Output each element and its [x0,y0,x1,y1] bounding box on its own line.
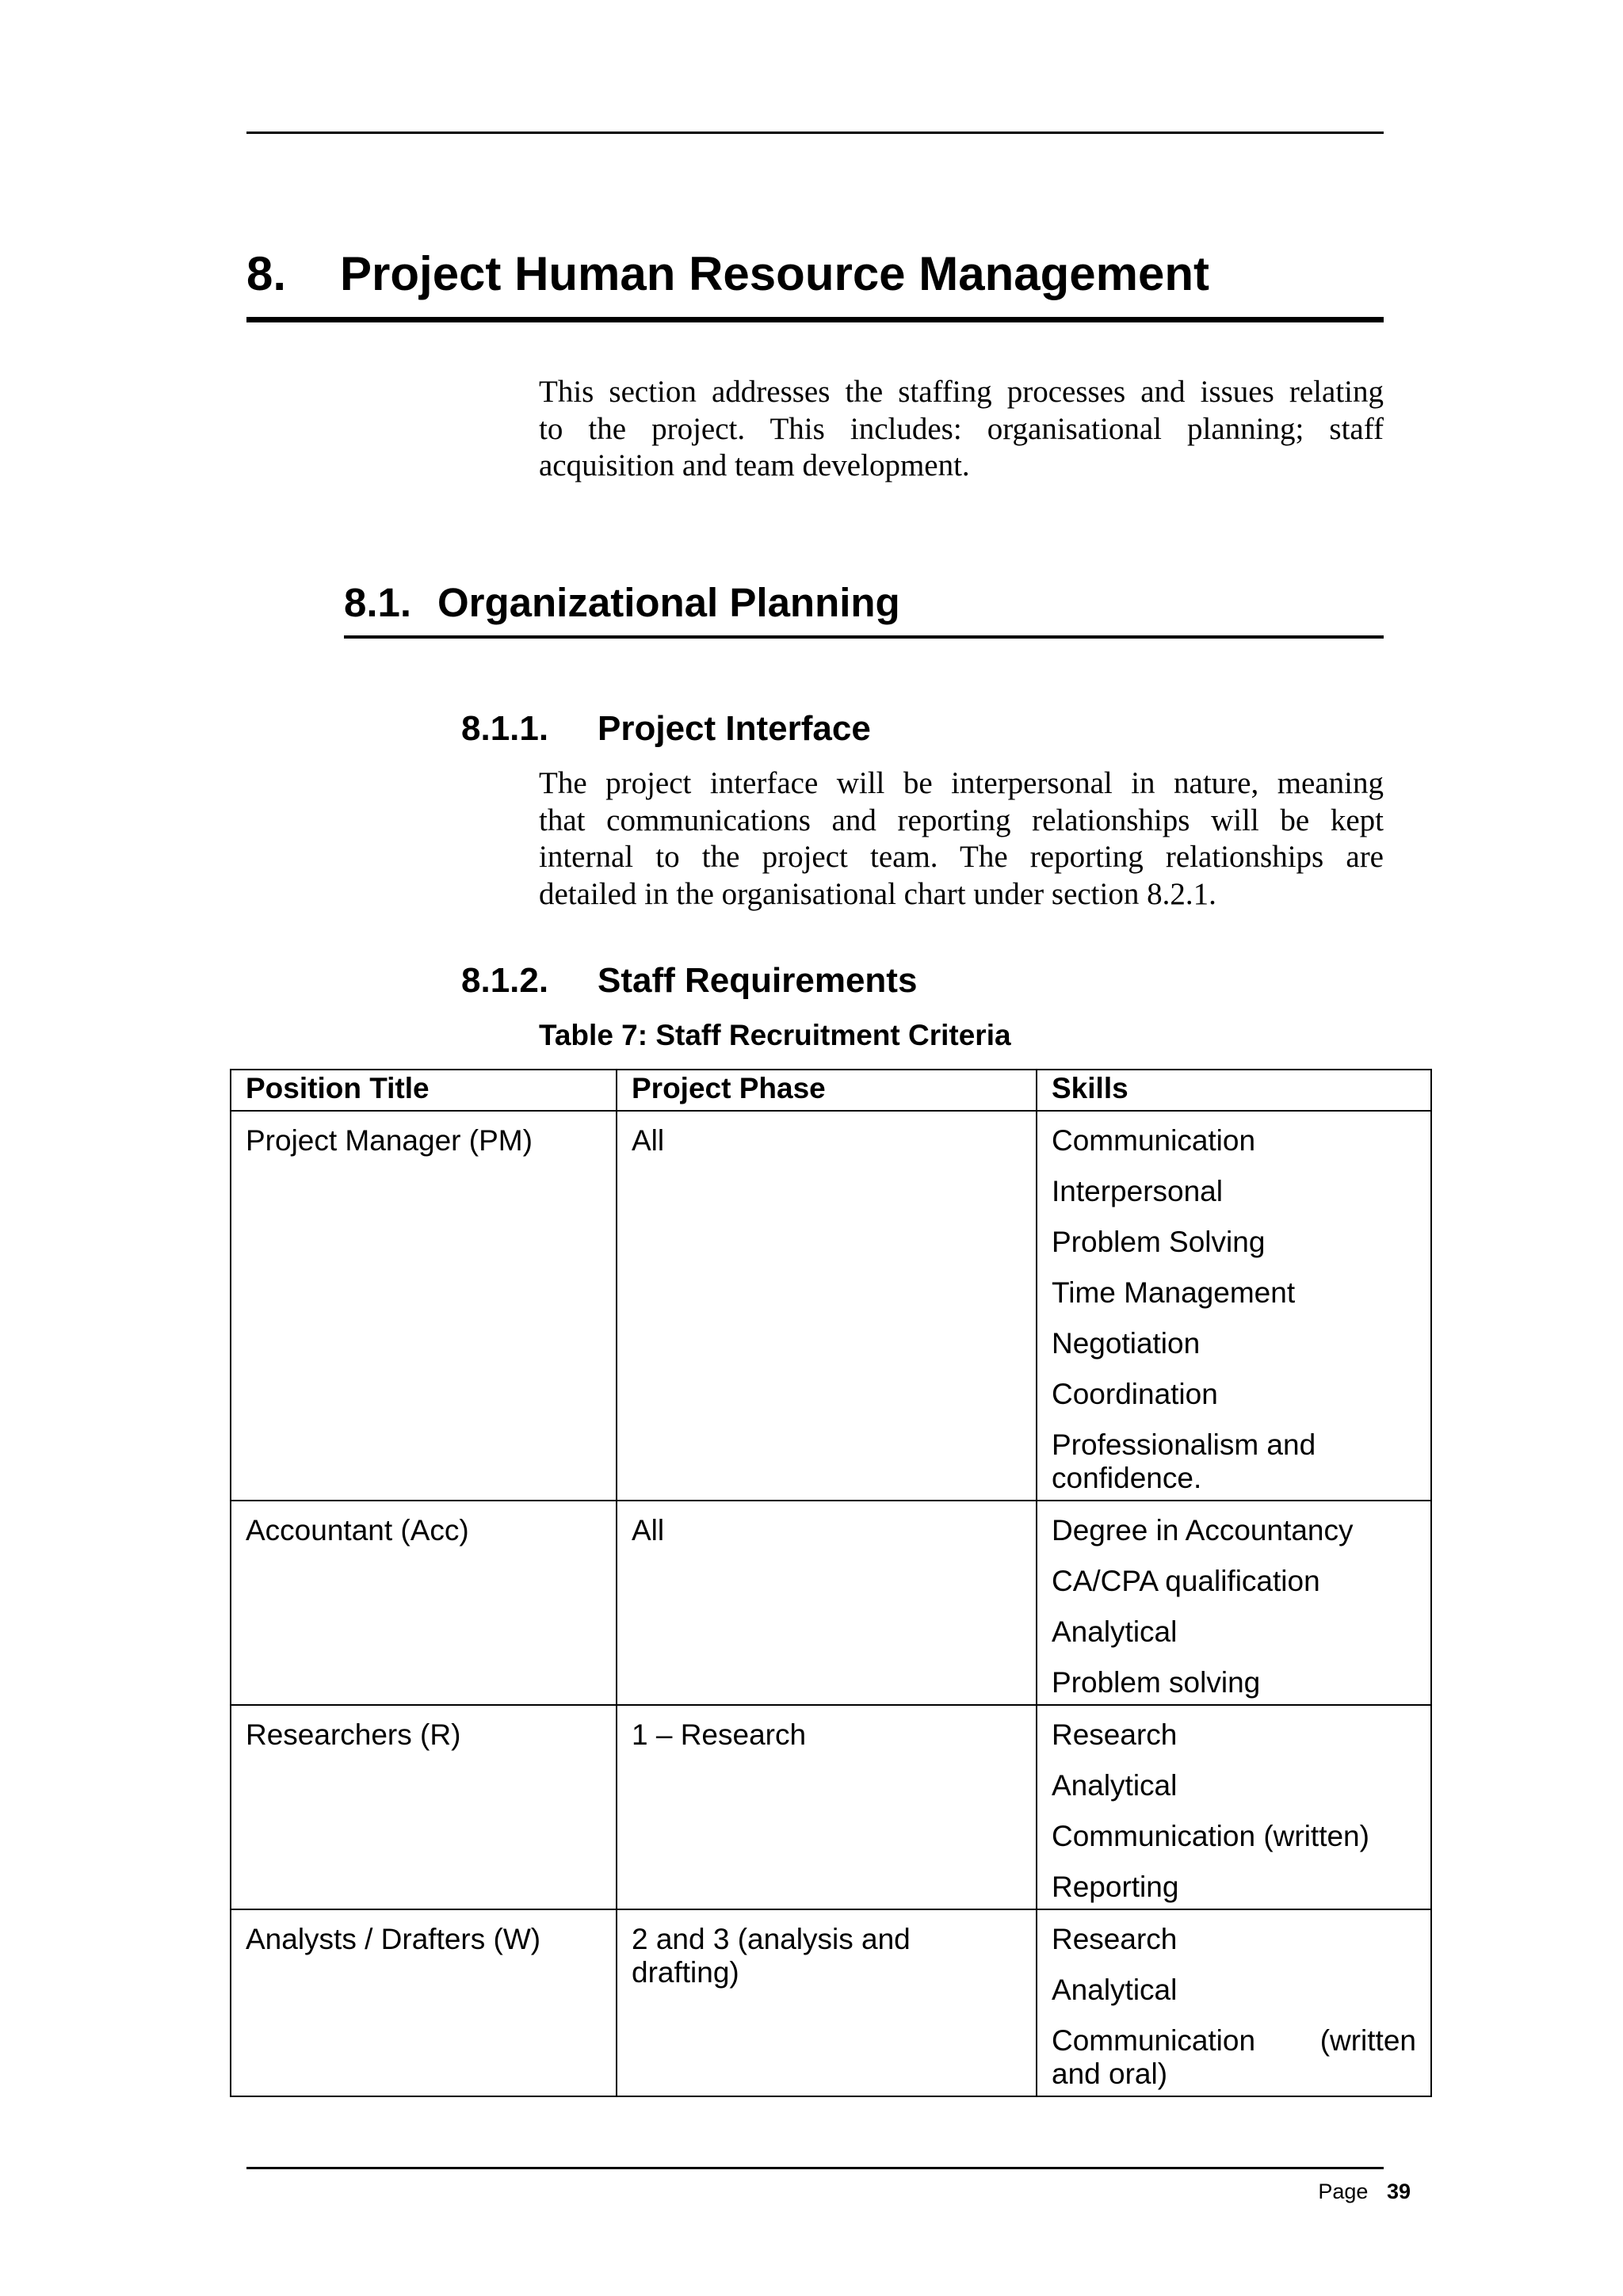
position-cell: Analysts / Drafters (W) [231,1909,617,2096]
subsection-heading-staff [461,959,1384,1002]
skill-item: Communication (written) [1052,1820,1369,1852]
subsection-title: Project Interface [598,709,871,748]
table-header-row [231,1070,1431,1111]
chapter-number: 8. [246,247,287,300]
section-rule [344,635,1384,639]
position-cell: Researchers (R) [231,1705,617,1909]
table-row [231,1705,1431,1909]
skill-item: Analytical [1052,1974,1178,2006]
subsection-title: Staff Requirements [598,961,918,1000]
skills-cell [1037,1909,1431,2096]
skill-item: Research [1052,1718,1178,1751]
interface-line: internal to the project team. The reporting relationships are [539,840,1384,874]
page-label: Page [1318,2180,1369,2203]
subsection-number: 8.1.1. [461,709,549,748]
interface-paragraph [539,765,1384,913]
interface-line: The project interface will be interpersonal in nature, meaning [539,766,1384,800]
skill-item: Communication (written and oral) [1052,2024,1416,2090]
skill-item: CA/CPA qualification [1052,1565,1320,1597]
skills-cell [1037,1111,1431,1501]
intro-line: This section addresses the staffing processes and issues relating [539,375,1384,409]
chapter-rule [246,317,1384,322]
skill-item: Reporting [1052,1871,1179,1903]
intro-line: acquisition and team development. [539,448,970,482]
interface-line: that communications and reporting relationships will be kept [539,803,1384,837]
skills-cell [1037,1501,1431,1705]
header-rule [246,132,1384,134]
subsection-heading-interface [461,707,1384,750]
skill-item: Analytical [1052,1769,1178,1802]
skill-item: Negotiation [1052,1327,1201,1360]
table-row [231,1501,1431,1705]
skill-item: Problem Solving [1052,1226,1266,1258]
position-cell: Project Manager (PM) [231,1111,617,1501]
staff-recruitment-table [230,1069,1432,2097]
position-cell: Accountant (Acc) [231,1501,617,1705]
chapter-title: Project Human Resource Management [340,247,1209,300]
table-caption: Table 7: Staff Recruitment Criteria [539,1019,1011,1051]
subsection-number: 8.1.2. [461,961,549,1000]
skill-item: Analytical [1052,1615,1178,1648]
skill-item: Time Management [1052,1276,1296,1309]
section-title: Organizational Planning [437,580,900,625]
phase-cell: All [617,1111,1037,1501]
page-footer [1268,2179,1411,2204]
skill-item: Communication [1052,1124,1256,1157]
phase-cell: All [617,1501,1037,1705]
phase-cell: 2 and 3 (analysis and drafting) [617,1909,1037,2096]
skill-item: Professionalism and confidence. [1052,1428,1316,1494]
table-row [231,1909,1431,2096]
column-header: Skills [1037,1070,1431,1111]
section-heading [344,578,1384,627]
intro-line: to the project. This includes: organisational planning; staff [539,411,1384,446]
column-header: Position Title [231,1070,617,1111]
footer-rule [246,2167,1384,2169]
page-number: 39 [1386,2180,1411,2203]
skill-item: Degree in Accountancy [1052,1514,1354,1547]
phase-cell: 1 – Research [617,1705,1037,1909]
table-row [231,1111,1431,1501]
intro-paragraph [539,374,1384,485]
section-number: 8.1. [344,580,412,625]
interface-line: detailed in the organisational chart under section 8.2.1. [539,876,1216,911]
skill-item: Problem solving [1052,1666,1261,1699]
chapter-heading [246,246,1384,303]
skill-item: Research [1052,1923,1178,1955]
skill-item: Interpersonal [1052,1175,1223,1207]
column-header: Project Phase [617,1070,1037,1111]
skill-item: Coordination [1052,1378,1218,1410]
skills-cell [1037,1705,1431,1909]
